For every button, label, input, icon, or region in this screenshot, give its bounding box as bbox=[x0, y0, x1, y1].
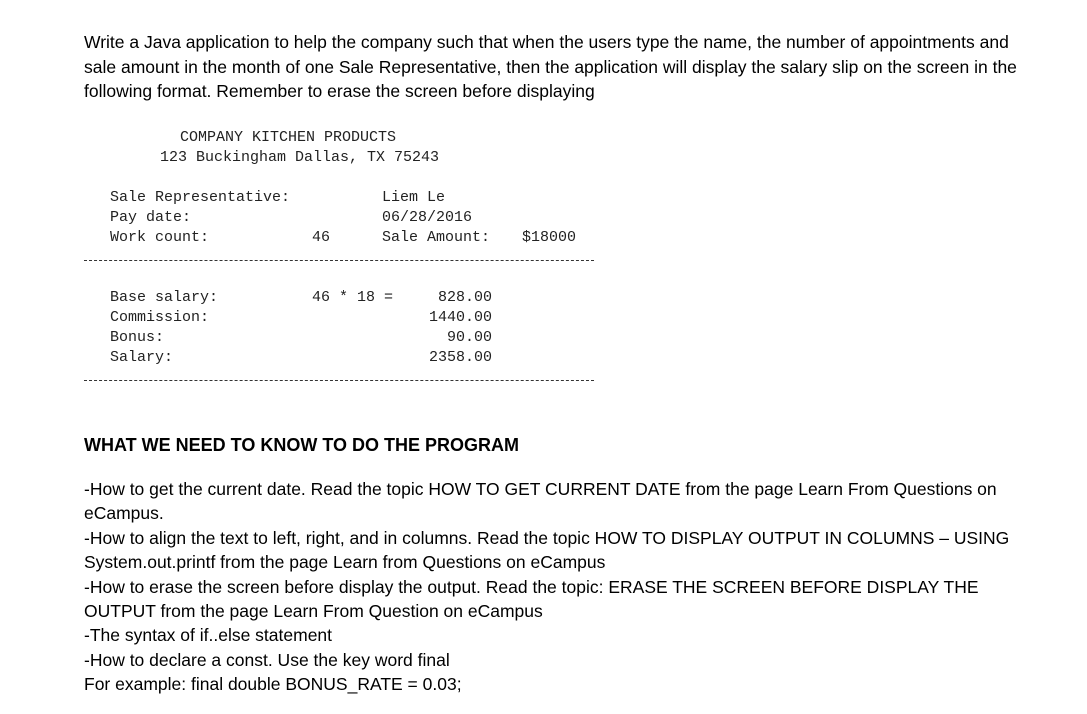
base-salary-value: 828.00 bbox=[437, 289, 492, 306]
dashed-divider-bottom bbox=[84, 380, 594, 381]
commission-label: Commission: bbox=[110, 309, 210, 326]
rep-label: Sale Representative: bbox=[110, 189, 291, 206]
notes-list bbox=[84, 477, 1044, 697]
note-example: For example: final double BONUS_RATE = 0.03; bbox=[84, 674, 462, 695]
base-salary-formula: 46 * 18 = bbox=[312, 289, 394, 306]
section-heading: WHAT WE NEED TO KNOW TO DO THE PROGRAM bbox=[84, 435, 519, 455]
salary-slip-example bbox=[0, 0, 600, 400]
bonus-value: 90.00 bbox=[446, 329, 492, 346]
salary-value: 2358.00 bbox=[428, 349, 492, 366]
assignment-intro: Write a Java application to help the company such that when the users type the name, the number of appointments and sale amount in the month of one Sale Representative, then the application will display the salary slip on the screen in the following format. Remember to erase the screen before displaying bbox=[84, 32, 1017, 101]
dashed-divider-top bbox=[84, 260, 594, 261]
company-address: 123 Buckingham Dallas, TX 75243 bbox=[160, 149, 440, 166]
saleamount-label: Sale Amount: bbox=[382, 229, 491, 246]
bonus-label: Bonus: bbox=[110, 329, 165, 346]
paydate-value: 06/28/2016 bbox=[382, 209, 473, 226]
workcount-label: Work count: bbox=[110, 229, 210, 246]
note-declare-const: -How to declare a const. Use the key word final bbox=[84, 649, 450, 670]
rep-value: Liem Le bbox=[382, 189, 446, 206]
paydate-label: Pay date: bbox=[110, 209, 192, 226]
commission-value: 1440.00 bbox=[428, 309, 492, 326]
base-salary-label: Base salary: bbox=[110, 289, 219, 306]
note-align-columns: -How to align the text to left, right, and in columns. Read the topic HOW TO DISPLAY OUTPUT IN COLUMNS – USING System.out.printf from the page Learn from Questions on eCampus bbox=[84, 527, 1010, 573]
workcount-value: 46 bbox=[312, 229, 331, 246]
saleamount-value: $18000 bbox=[522, 229, 577, 246]
note-if-else: -The syntax of if..else statement bbox=[84, 625, 333, 646]
company-name: COMPANY KITCHEN PRODUCTS bbox=[180, 129, 397, 146]
note-current-date: -How to get the current date. Read the topic HOW TO GET CURRENT DATE from the page Learn From Questions on eCampus. bbox=[84, 479, 997, 524]
salary-label: Salary: bbox=[110, 349, 174, 366]
note-erase-screen: -How to erase the screen before display the output. Read the topic: ERASE THE SCREEN BEFORE DISPLAY THE OUTPUT from the page Learn From Question on eCampus bbox=[84, 576, 979, 622]
